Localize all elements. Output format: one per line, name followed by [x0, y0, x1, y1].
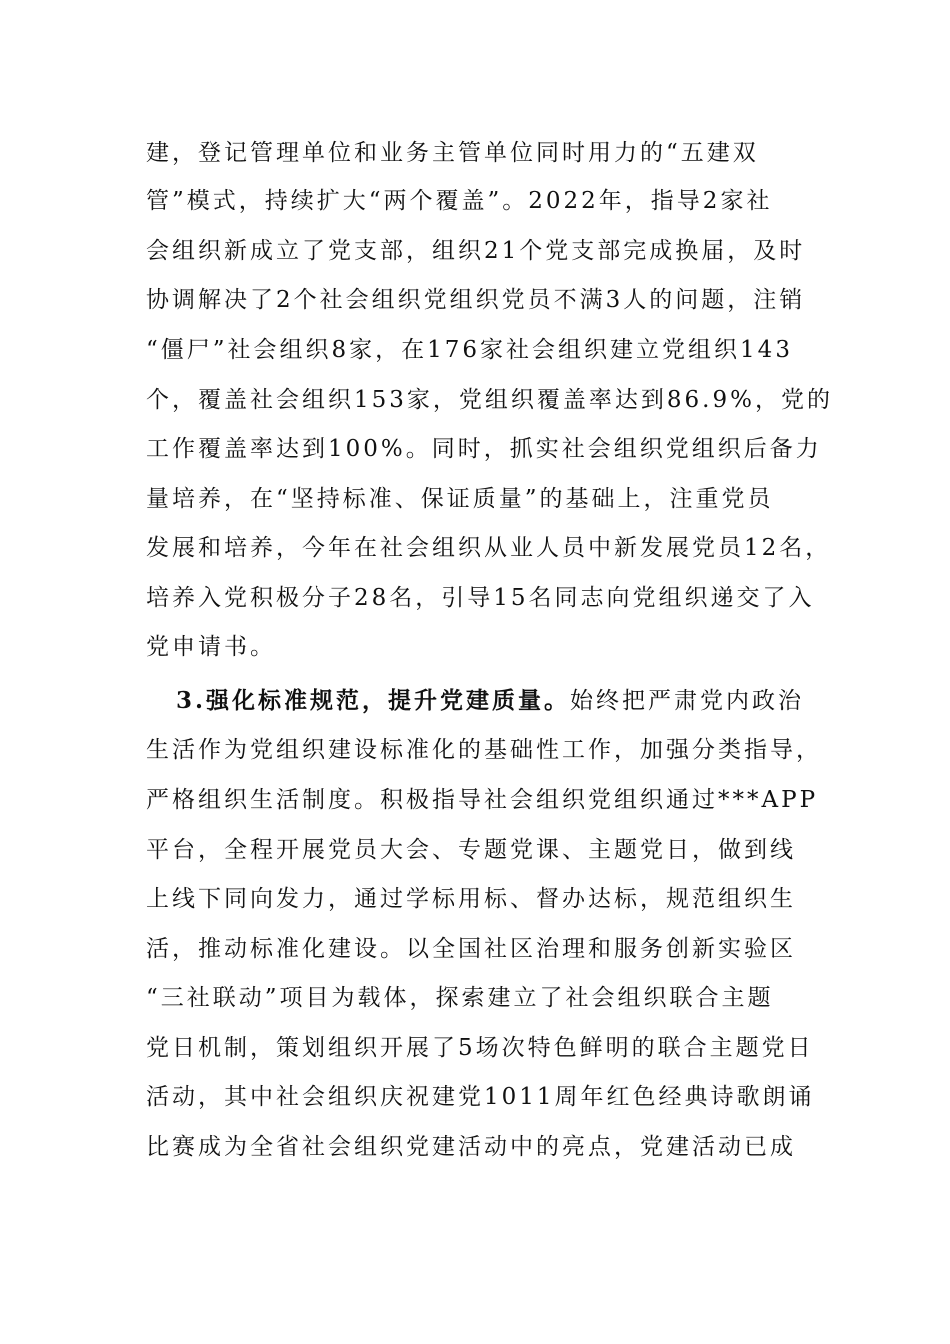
text-line: 建，登记管理单位和业务主管单位同时用力的“五建双: [146, 140, 759, 166]
text-line: 平台，全程开展党员大会、专题党课、主题党日，做到线: [146, 837, 796, 863]
text-line: 生活作为党组织建设标准化的基础性工作，加强分类指导，: [146, 737, 822, 763]
text-line: “三社联动”项目为载体，探索建立了社会组织联合主题: [146, 985, 774, 1011]
text-line: 党申请书。: [146, 634, 276, 660]
text-line: 协调解决了2个社会组织党组织党员不满3人的问题，注销: [146, 287, 806, 313]
text-line: 工作覆盖率达到100%。同时，抓实社会组织党组织后备力: [146, 436, 822, 462]
text-line: 严格组织生活制度。积极指导社会组织党组织通过***APP: [146, 787, 819, 813]
section-heading: 3.强化标准规范，提升党建质量。: [176, 687, 571, 714]
section-first-line-text: 始终把严肃党内政治: [570, 688, 805, 714]
text-line: 会组织新成立了党支部，组织21个党支部完成换届，及时: [146, 238, 806, 264]
text-line: 管”模式，持续扩大“两个覆盖”。2022年，指导2家社: [146, 188, 773, 214]
text-line: 比赛成为全省社会组织党建活动中的亮点，党建活动已成: [146, 1134, 796, 1160]
text-line: 活，推动标准化建设。以全国社区治理和服务创新实验区: [146, 936, 796, 962]
text-line: 活动，其中社会组织庆祝建党1011周年红色经典诗歌朗诵: [146, 1084, 815, 1110]
text-line: 量培养，在“坚持标准、保证质量”的基础上，注重党员: [146, 486, 774, 512]
text-line: 发展和培养，今年在社会组织从业人员中新发展党员12名，: [146, 535, 832, 561]
text-line: “僵尸”社会组织8家，在176家社会组织建立党组织143: [146, 337, 793, 363]
text-line: 培养入党积极分子28名，引导15名同志向党组织递交了入: [146, 585, 815, 611]
text-line: 个，覆盖社会组织153家，党组织覆盖率达到86.9%，党的: [146, 387, 833, 413]
section-first-line: [176, 677, 826, 725]
text-line: 上线下同向发力，通过学标用标、督办达标，规范组织生: [146, 886, 796, 912]
text-line: 党日机制，策划组织开展了5场次特色鲜明的联合主题党日: [146, 1035, 814, 1061]
